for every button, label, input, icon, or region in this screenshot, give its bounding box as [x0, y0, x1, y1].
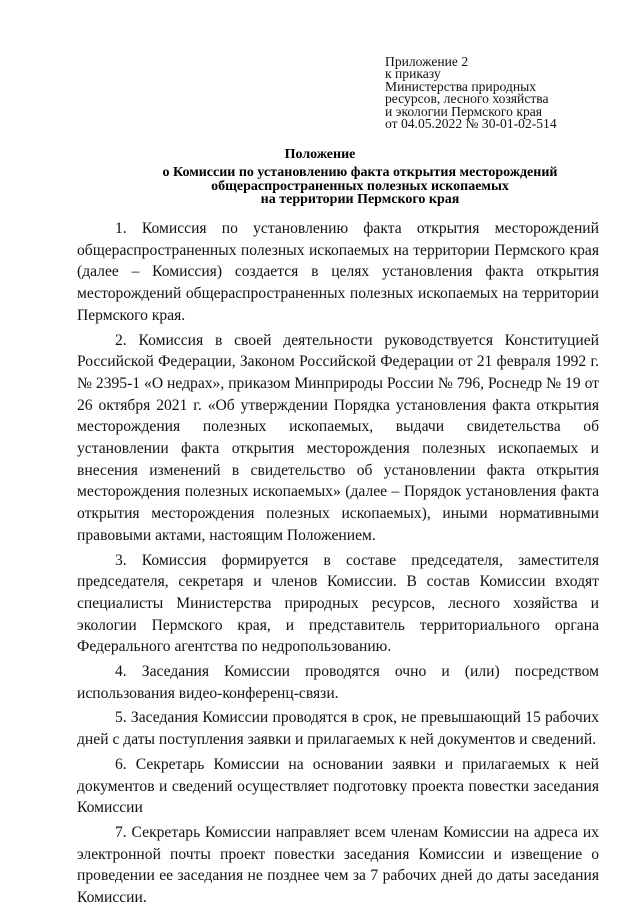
document-body: [77, 218, 599, 912]
paragraph-1: 1. Комиссия по установлению факта открытия месторождений общераспространенных полезных ископаемых на территории Пермского края (далее – Комиссия) создается в целях установления факта открытия месторождений общераспространенных полезных ископаемых на территории Пермского края.: [77, 220, 599, 324]
subtitle-line: о Комиссии по установлению факта открытия месторождений: [162, 165, 558, 180]
paragraph-6: 6. Секретарь Комиссии на основании заявки и прилагаемых к ней документов и сведений осуществляет подготовку проекта повестки заседания Комиссии: [77, 755, 599, 817]
appendix-line: от 04.05.2022 № 30-01-02-514: [385, 116, 557, 132]
appendix-block: [385, 56, 625, 130]
appendix-line: и экологии Пермского края: [385, 103, 543, 119]
paragraph-7: 7. Секретарь Комиссии направляет всем членам Комиссии на адреса их электронной почты проект повестки заседания Комиссии и извещение о проведении ее заседания не позднее чем за 7 рабочих дней до даты заседания Комиссии.: [77, 823, 599, 907]
paragraph-3: 3. Комиссия формируется в составе председателя, заместителя председателя, секретаря и членов Комиссии. В состав Комиссии входят специалисты Министерства природных ресурсов, лесного хозяйства и экологии Пермского края, и представитель территориального органа Федерального агентства по недропользованию.: [77, 551, 599, 656]
subtitle-line: на территории Пермского края: [260, 192, 460, 207]
document-subtitle: [110, 166, 610, 207]
appendix-line: Приложение 2: [385, 54, 469, 69]
paragraph-5: 5. Заседания Комиссии проводятся в срок, не превышающий 15 рабочих дней с даты поступления заявки и прилагаемых к ней документов и сведений.: [77, 709, 599, 749]
appendix-line: к приказу: [385, 66, 441, 82]
appendix-line: ресурсов, лесного хозяйства: [385, 91, 549, 107]
paragraph-2: 2. Комиссия в своей деятельности руководствуется Конституцией Российской Федерации, Законом Российской Федерации от 21 февраля 1992 г. № 2395-1 «О недрах», приказом Минприроды России № 796, Роснедр № 19 от 26 октября 2021 г. «Об утверждении Порядка установления факта открытия месторождения полезных ископаемых, выдачи свидетельства об установлении факта открытия месторождения полезных ископаемых и внесения изменений в свидетельство об установлении факта открытия месторождения полезных ископаемых» (далее – Порядок установления факта открытия месторождения полезных ископаемых), иными нормативными правовыми актами, настоящим Положением.: [77, 331, 599, 544]
subtitle-line: общераспространенных полезных ископаемых: [211, 178, 509, 194]
document-title: Положение: [284, 147, 356, 162]
appendix-line: Министерства природных: [385, 78, 537, 94]
paragraph-4: 4. Заседания Комиссии проводятся очно и (или) посредством использования видео-конференц-связи.: [77, 663, 599, 702]
